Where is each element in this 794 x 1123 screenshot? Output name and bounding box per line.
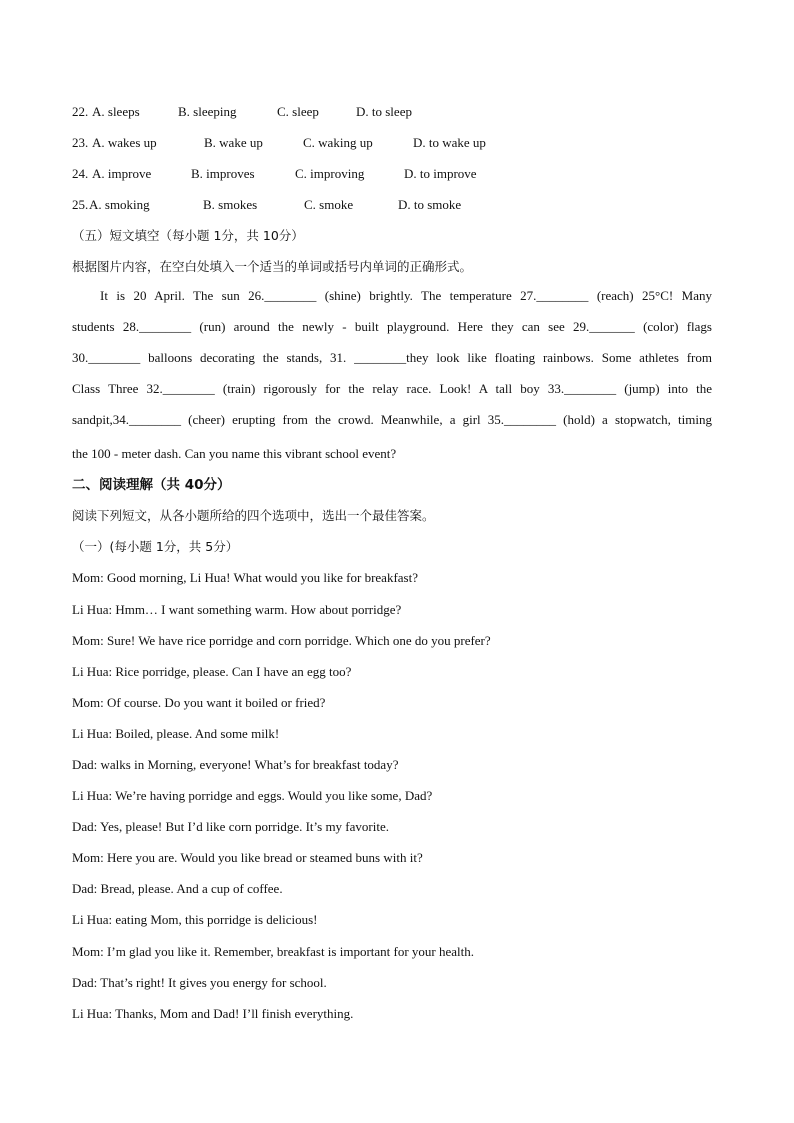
option-a: A. wakes up	[92, 135, 157, 151]
dialogue-line: Mom: Sure! We have rice porridge and corn porridge. Which one do you prefer?	[72, 632, 491, 648]
dialogue-line: Mom: Here you are. Would you like bread or steamed buns with it?	[72, 850, 423, 866]
question-24-options	[72, 163, 712, 194]
option-d: D. to sleep	[356, 104, 412, 119]
document-page	[72, 101, 712, 1034]
question-23-options	[72, 132, 712, 163]
option-b: B. sleeping	[178, 104, 237, 119]
option-c: C. sleep	[277, 104, 319, 119]
passage-line: students 28.________ (run) around the newly - built playground. Here they can see 29._______ (color) flags	[72, 318, 712, 334]
dialogue-line: Mom: Of course. Do you want it boiled or fried?	[72, 694, 326, 710]
passage-line: 30.________ balloons decorating the stands, 31. ________they look like floating rainbows. Some athletes from	[72, 349, 712, 365]
question-number: 24.	[72, 166, 89, 182]
dialogue-line: Dad: That’s right! It gives you energy for school.	[72, 974, 327, 990]
dialogue-line: Li Hua: Thanks, Mom and Dad! I’ll finish everything.	[72, 1005, 354, 1021]
section-5-title: （五）短文填空（每小题 1分，共 10分）	[72, 228, 304, 244]
dialogue-line: Dad: Yes, please! But I’d like corn porridge. It’s my favorite.	[72, 819, 389, 835]
option-c: C. smoke	[304, 197, 354, 213]
reading-1-subtitle: （一）(每小题 1分，共 5分）	[72, 539, 239, 555]
option-b: B. smokes	[203, 197, 258, 213]
option-a: A. smoking	[89, 197, 150, 213]
option-d: D. to improve	[404, 166, 477, 182]
dialogue-line: Mom: I’m glad you like it. Remember, breakfast is important for your health.	[72, 943, 475, 959]
dialogue-line: Li Hua: Boiled, please. And some milk!	[72, 725, 280, 741]
dialogue-line: Dad: Bread, please. And a cup of coffee.	[72, 881, 283, 897]
option-a: A. sleeps	[92, 104, 140, 119]
dialogue-line: Li Hua: eating Mom, this porridge is delicious!	[72, 912, 318, 928]
question-number: 25.	[72, 197, 89, 213]
passage-line: Class Three 32.________ (train) rigorously for the relay race. Look! A tall boy 33.________ (jump) into the	[72, 380, 712, 396]
question-number: 23.	[72, 135, 89, 151]
option-b: B. wake up	[204, 135, 263, 151]
option-d: D. to smoke	[398, 197, 462, 213]
dialogue-line: Li Hua: We’re having porridge and eggs. Would you like some, Dad?	[72, 788, 433, 804]
part-2-heading: 二、阅读理解（共 40分）	[72, 477, 231, 494]
dialogue-line: Mom: Good morning, Li Hua! What would you like for breakfast?	[72, 570, 418, 586]
option-c: C. improving	[295, 166, 365, 182]
passage-line: the 100 - meter dash. Can you name this vibrant school event?	[72, 446, 397, 462]
section-5-instruction: 根据图片内容，在空白处填入一个适当的单词或括号内单词的正确形式。	[72, 259, 473, 275]
question-number: 22.	[72, 104, 89, 119]
option-d: D. to wake up	[413, 135, 486, 151]
option-b: B. improves	[191, 166, 255, 182]
option-a: A. improve	[92, 166, 152, 182]
question-22-options	[72, 101, 712, 132]
question-25-options	[72, 194, 712, 225]
option-c: C. waking up	[303, 135, 373, 151]
passage-line: sandpit,34.________ (cheer) erupting from the crowd. Meanwhile, a girl 35.________ (hold) a stopwatch, timing	[72, 411, 712, 427]
dialogue-line: Li Hua: Rice porridge, please. Can I have an egg too?	[72, 663, 352, 679]
dialogue-line: Dad: walks in Morning, everyone! What’s for breakfast today?	[72, 756, 399, 772]
passage-line: It is 20 April. The sun 26.________ (shine) brightly. The temperature 27.________ (reach) 25°C! Many	[100, 287, 712, 303]
dialogue-line: Li Hua: Hmm… I want something warm. How about porridge?	[72, 601, 402, 617]
part-2-instruction: 阅读下列短文，从各小题所给的四个选项中，选出一个最佳答案。	[72, 508, 435, 524]
